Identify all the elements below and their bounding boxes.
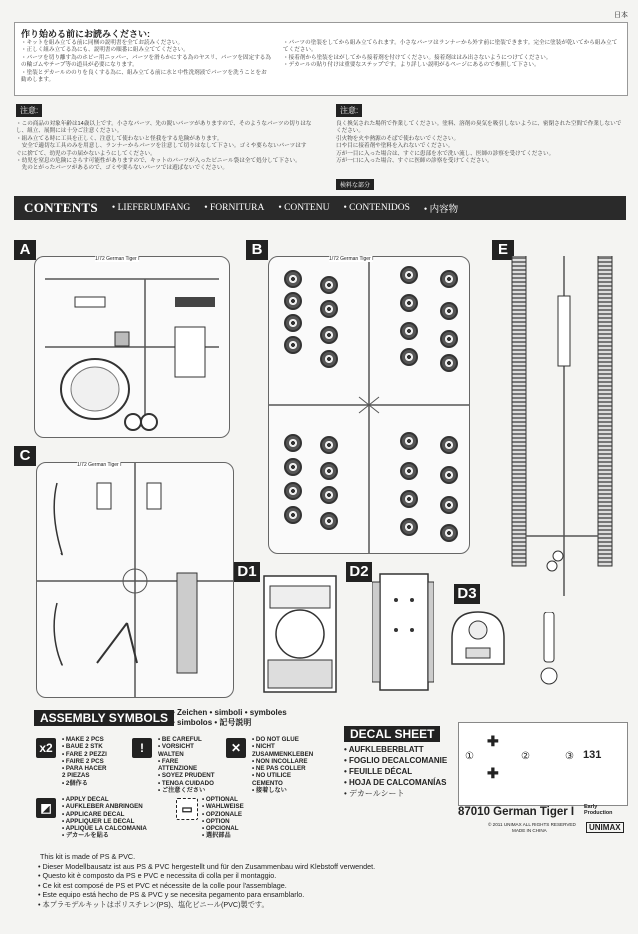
road-wheel [284, 292, 302, 310]
symbol-line: • FARE 2 PEZZI [62, 750, 107, 758]
road-wheel [400, 462, 418, 480]
symbol-line: • AUFKLEBER ANBRINGEN [62, 803, 143, 811]
contents-lang-de: • LIEFERUMFANG [111, 203, 191, 213]
road-wheel [320, 276, 338, 294]
part-label-d3: D3 [454, 584, 480, 604]
symbol-line: • SOYEZ PRUDENT [158, 772, 215, 780]
contents-title: CONTENTS [24, 200, 98, 215]
road-wheel [284, 270, 302, 288]
part-label-c: C [14, 446, 36, 466]
symbol-line: • VORSICHT [158, 743, 194, 751]
decal-lang-line: • FEUILLE DÉCAL [344, 767, 413, 776]
symbol-line: • APPLY DECAL [62, 796, 109, 803]
symbol-line: ZUSAMMENKLEBEN [252, 750, 314, 758]
road-wheel [400, 294, 418, 312]
symbol-line: • APPLIQUER LE DECAL [62, 817, 135, 825]
intro-box [14, 22, 628, 96]
road-wheel [320, 486, 338, 504]
optional-icon: ▭ [176, 798, 198, 820]
intro-title: 作り始める前にお読みください: [21, 29, 150, 39]
sprue-c-drawing [37, 463, 233, 697]
caution-left-line: ・組み立てる時に工具を正しく、注意して使わないと怪我をする危険があります。 [16, 135, 223, 142]
part-label-a: A [14, 240, 36, 260]
caution-right-label: 注意: [336, 104, 362, 117]
road-wheel [284, 458, 302, 476]
caution-right-line: 万が一目に入った場合は、すぐに患部を水で洗い流し、医師の診察を受けてください。 [336, 150, 555, 157]
decal-marker-2: ② [521, 751, 530, 762]
sprue-c-caption: 1/72 German Tiger I [77, 462, 122, 468]
caution-badge: 検料な部分 [336, 179, 374, 190]
assembly-symbols-title: ASSEMBLY SYMBOLS [34, 710, 174, 726]
decal-lang-line: • FOGLIO DECALCOMANIE [344, 756, 448, 765]
symbol-line: • OPTION [202, 817, 230, 825]
sprue-e-drawing [508, 256, 624, 616]
sprue-a [34, 256, 230, 438]
symbol-line: • DO NOT GLUE [252, 736, 299, 743]
road-wheel [320, 462, 338, 480]
material-line: • Ce kit est composé de PS et PVC et nécessite de la colle pour l'assemblage. [38, 880, 287, 890]
road-wheel [440, 524, 458, 542]
symbol-line: • BAUE 2 STK [62, 743, 103, 751]
road-wheel [320, 300, 338, 318]
symbol-line: • PARA HACER [62, 765, 107, 773]
caution-left-line: 安全で適切な工具のみを用意し、ランナーからパーツを注意して切りはなして下さい。ゴミや要らないパーツはすぐに捨てて、幼児の手の届かないようにしてください。 [16, 143, 307, 157]
intro-right-line: ・デカールの貼り付けは重要なステップです。より詳しい説明がるページにあるので参照して下さい。 [283, 62, 540, 69]
decal-marker-1: ① [465, 751, 474, 762]
intro-right-line: ・接着剤から塗装をはがしてから接着剤を付けてください。接着剤ははみ出さないようにつけてください。 [283, 54, 552, 61]
symbol-line: • TENGA CUIDADO [158, 779, 214, 787]
symbol-line: • ご注意ください [158, 787, 206, 795]
road-wheel [400, 490, 418, 508]
material-line: • Questo kit è composto da PS e PVC e necessita di colla per il montaggio. [38, 871, 277, 881]
road-wheel [440, 354, 458, 372]
symbol-line: • APPLICARE DECAL [62, 810, 125, 818]
road-wheel [400, 266, 418, 284]
contents-bar [14, 196, 626, 220]
material-line-en: This kit is made of PS & PVC. [40, 852, 136, 861]
balkenkreuz-icon: ✚ [487, 765, 499, 781]
sprue-a-caption: 1/72 German Tiger I [95, 256, 140, 262]
symbol-line: • 接着しない [252, 787, 287, 795]
hull-bottom-drawing [372, 570, 434, 696]
decal-sheet-title: DECAL SHEET [344, 726, 440, 742]
caution-left-label: 注意: [16, 104, 42, 117]
gun-barrel-drawing [538, 612, 560, 692]
sprue-a-drawing [35, 257, 229, 437]
make-two-text [62, 736, 107, 787]
hull-top-d1 [262, 570, 338, 696]
careful-text [158, 736, 215, 794]
copyright-text [488, 822, 576, 834]
decal-lang-line: • HOJA DE CALCOMANÍAS [344, 778, 447, 787]
road-wheel [320, 326, 338, 344]
intro-right-text [283, 40, 619, 70]
symbol-line: 2 PIEZAS [62, 772, 90, 780]
unimax-logo: UNIMAX [586, 822, 624, 833]
symbol-line: ATTENZIONE [158, 765, 198, 773]
road-wheel [284, 482, 302, 500]
road-wheel [284, 506, 302, 524]
road-wheel [400, 322, 418, 340]
decal-sheet-box [458, 722, 628, 806]
symbol-line: • OPTIONAL [202, 796, 238, 803]
road-wheel [284, 336, 302, 354]
product-early: Early Production [584, 804, 613, 816]
caution-left-line: ・幼児を窒息の危険にさらす可能性がありますので、キットのパーツが入ったビニール袋は全て処分して下さい。 [16, 158, 301, 165]
contents-lang-fr: • CONTENU [278, 203, 330, 213]
caution-right-line: 引火物を火や熱源のそばで使わないでください。 [336, 135, 460, 142]
no-glue-icon: ✕ [226, 738, 246, 758]
caution-right-line: 良く換気された場所で作業してください。塗料、溶剤の臭気を吸引しないように、密閉された空間で作業しないでください。 [336, 121, 622, 135]
assembly-sub-line: • simbolos • 記号説明 [172, 718, 252, 727]
material-line: • Este equipo está hecho de PS & PVC y se necesita pegamento para ensamblarlo. [38, 890, 305, 900]
symbol-line: • OPZIONALE [202, 810, 242, 818]
contents-lang-es: • CONTENIDOS [343, 203, 410, 213]
symbol-line: • 2個作る [62, 779, 88, 787]
caution-right-text [336, 121, 626, 165]
symbol-line: • FARE [158, 757, 179, 765]
road-wheel [320, 350, 338, 368]
symbol-line: • 選択部品 [202, 832, 231, 840]
road-wheel [284, 434, 302, 452]
wheel-grid-b [282, 266, 458, 546]
no-glue-text [252, 736, 313, 794]
material-line: • 本プラモデルキットはポリスチレン(PS)、塩化ビニール(PVC)製です。 [38, 899, 269, 909]
symbol-line: • BE CAREFUL [158, 736, 202, 743]
assembly-sub [172, 708, 287, 728]
part-label-d1: D1 [234, 562, 260, 582]
hull-bottom-d2 [372, 570, 434, 696]
symbol-line: • WAHLWEISE [202, 803, 244, 811]
intro-left-line: ・塗装とデカールののりを良くする為に、組み立てる前に水と中性洗剤液でパーツを洗うことをお勧めします。 [21, 69, 267, 84]
symbol-line: • FAIRE 2 PCS [62, 757, 104, 765]
part-label-e: E [492, 240, 514, 260]
symbol-line: • NO UTILICE [252, 772, 291, 780]
road-wheel [400, 518, 418, 536]
caution-left-line: 先のとがったパーツがあるので、ゴミや要らないパーツでは遊ばないでください。 [16, 165, 229, 172]
caution-left [16, 100, 312, 173]
contents-lang-it: • FORNITURA [204, 203, 265, 213]
sprue-e [508, 256, 624, 616]
road-wheel [440, 302, 458, 320]
symbol-line: • APLIQUE LA CALCOMANIA [62, 825, 147, 833]
gun-barrel [538, 612, 560, 692]
decal-lang-line: • デカールシート [344, 789, 405, 798]
road-wheel [440, 466, 458, 484]
caution-right-line: 万が一口に入った場合、すぐに医師の診察を受けてください。 [336, 158, 493, 165]
symbol-line: • OPCIONAL [202, 825, 239, 833]
road-wheel [440, 270, 458, 288]
caution-right [336, 100, 626, 192]
road-wheel [320, 512, 338, 530]
language-tag: 日本 [614, 12, 628, 19]
symbol-line: • NON INCOLLARE [252, 757, 308, 765]
contents-lang-jp: • 内容物 [423, 205, 459, 215]
hull-top-drawing [262, 570, 338, 696]
intro-left-line: ・キットを組み立てる前に同梱の説明書を全てお読みください。 [21, 40, 184, 46]
decal-lang-line: • AUFKLEBERBLATT [344, 745, 424, 754]
decal-marker-3: ③ [565, 751, 574, 762]
intro-right-line: ・パーツの塗装をしてから組み立てられます。小さなパーツはランナーから外す前に塗装できます。完全に塗装が乾いてから組み立ててください。 [283, 40, 618, 54]
symbol-line: CEMENTO [252, 779, 283, 787]
apply-decal-icon: ◩ [36, 798, 56, 818]
intro-left-text [21, 40, 271, 84]
turret-drawing [448, 608, 508, 670]
caution-icon: ! [132, 738, 152, 758]
part-label-b: B [246, 240, 268, 260]
material-notice [38, 852, 598, 910]
symbol-line: • MAKE 2 PCS [62, 736, 104, 743]
optional-text [202, 796, 244, 840]
decal-sheet-langs [344, 744, 447, 799]
caution-left-text [16, 121, 312, 173]
road-wheel [440, 330, 458, 348]
sprue-c [36, 462, 234, 698]
intro-left-line: ・パーツを切り離す為のホビー用ニッパー、パーツを滑らかにする為のヤスリ、パーツを固定する為の輪ゴムやテープ等の道具が必要になります。 [21, 54, 271, 69]
apply-decal-text [62, 796, 147, 840]
caution-right-line: 口や目に接着剤や塗料を入れないでください。 [336, 143, 454, 150]
road-wheel [440, 436, 458, 454]
road-wheel [400, 432, 418, 450]
road-wheel [400, 348, 418, 366]
sprue-b-caption: 1/72 German Tiger I [329, 256, 374, 262]
assembly-sub-line: • Zeichen • simboli • symboles [172, 708, 287, 717]
symbol-line: • NICHT [252, 743, 275, 751]
copyright-line: © 2011 UNIMAX ALL RIGHTS RESERVED [488, 822, 576, 827]
road-wheel [440, 496, 458, 514]
caution-left-line: ・この商品の対象年齢は14歳以上です。小さなパーツ、先の鋭いパーツがありますので、そのようなパーツの切りはなし、組立、展開には十分ご注意ください。 [16, 121, 312, 135]
road-wheel [284, 314, 302, 332]
symbol-line: • NE PAS COLLER [252, 765, 306, 773]
make-two-icon: x2 [36, 738, 56, 758]
balkenkreuz-icon: ✚ [487, 733, 499, 749]
intro-left-line: ・正しく組み立てる為にも、説明書の順番に組み立ててください。 [21, 47, 189, 54]
symbol-line: • デカールを貼る [62, 832, 109, 840]
turret-d3 [448, 608, 508, 670]
product-name: 87010 German Tiger I [458, 806, 575, 818]
decal-number: 131 [583, 749, 602, 761]
road-wheel [320, 436, 338, 454]
made-in-line: MADE IN CHINA [512, 828, 547, 833]
part-label-d2: D2 [346, 562, 372, 582]
symbol-line: WALTEN [158, 750, 184, 758]
material-line: • Dieser Modellbausatz ist aus PS & PVC hergestellt und für den Zusammenbau wird Klebstoff verwendet. [38, 861, 376, 871]
